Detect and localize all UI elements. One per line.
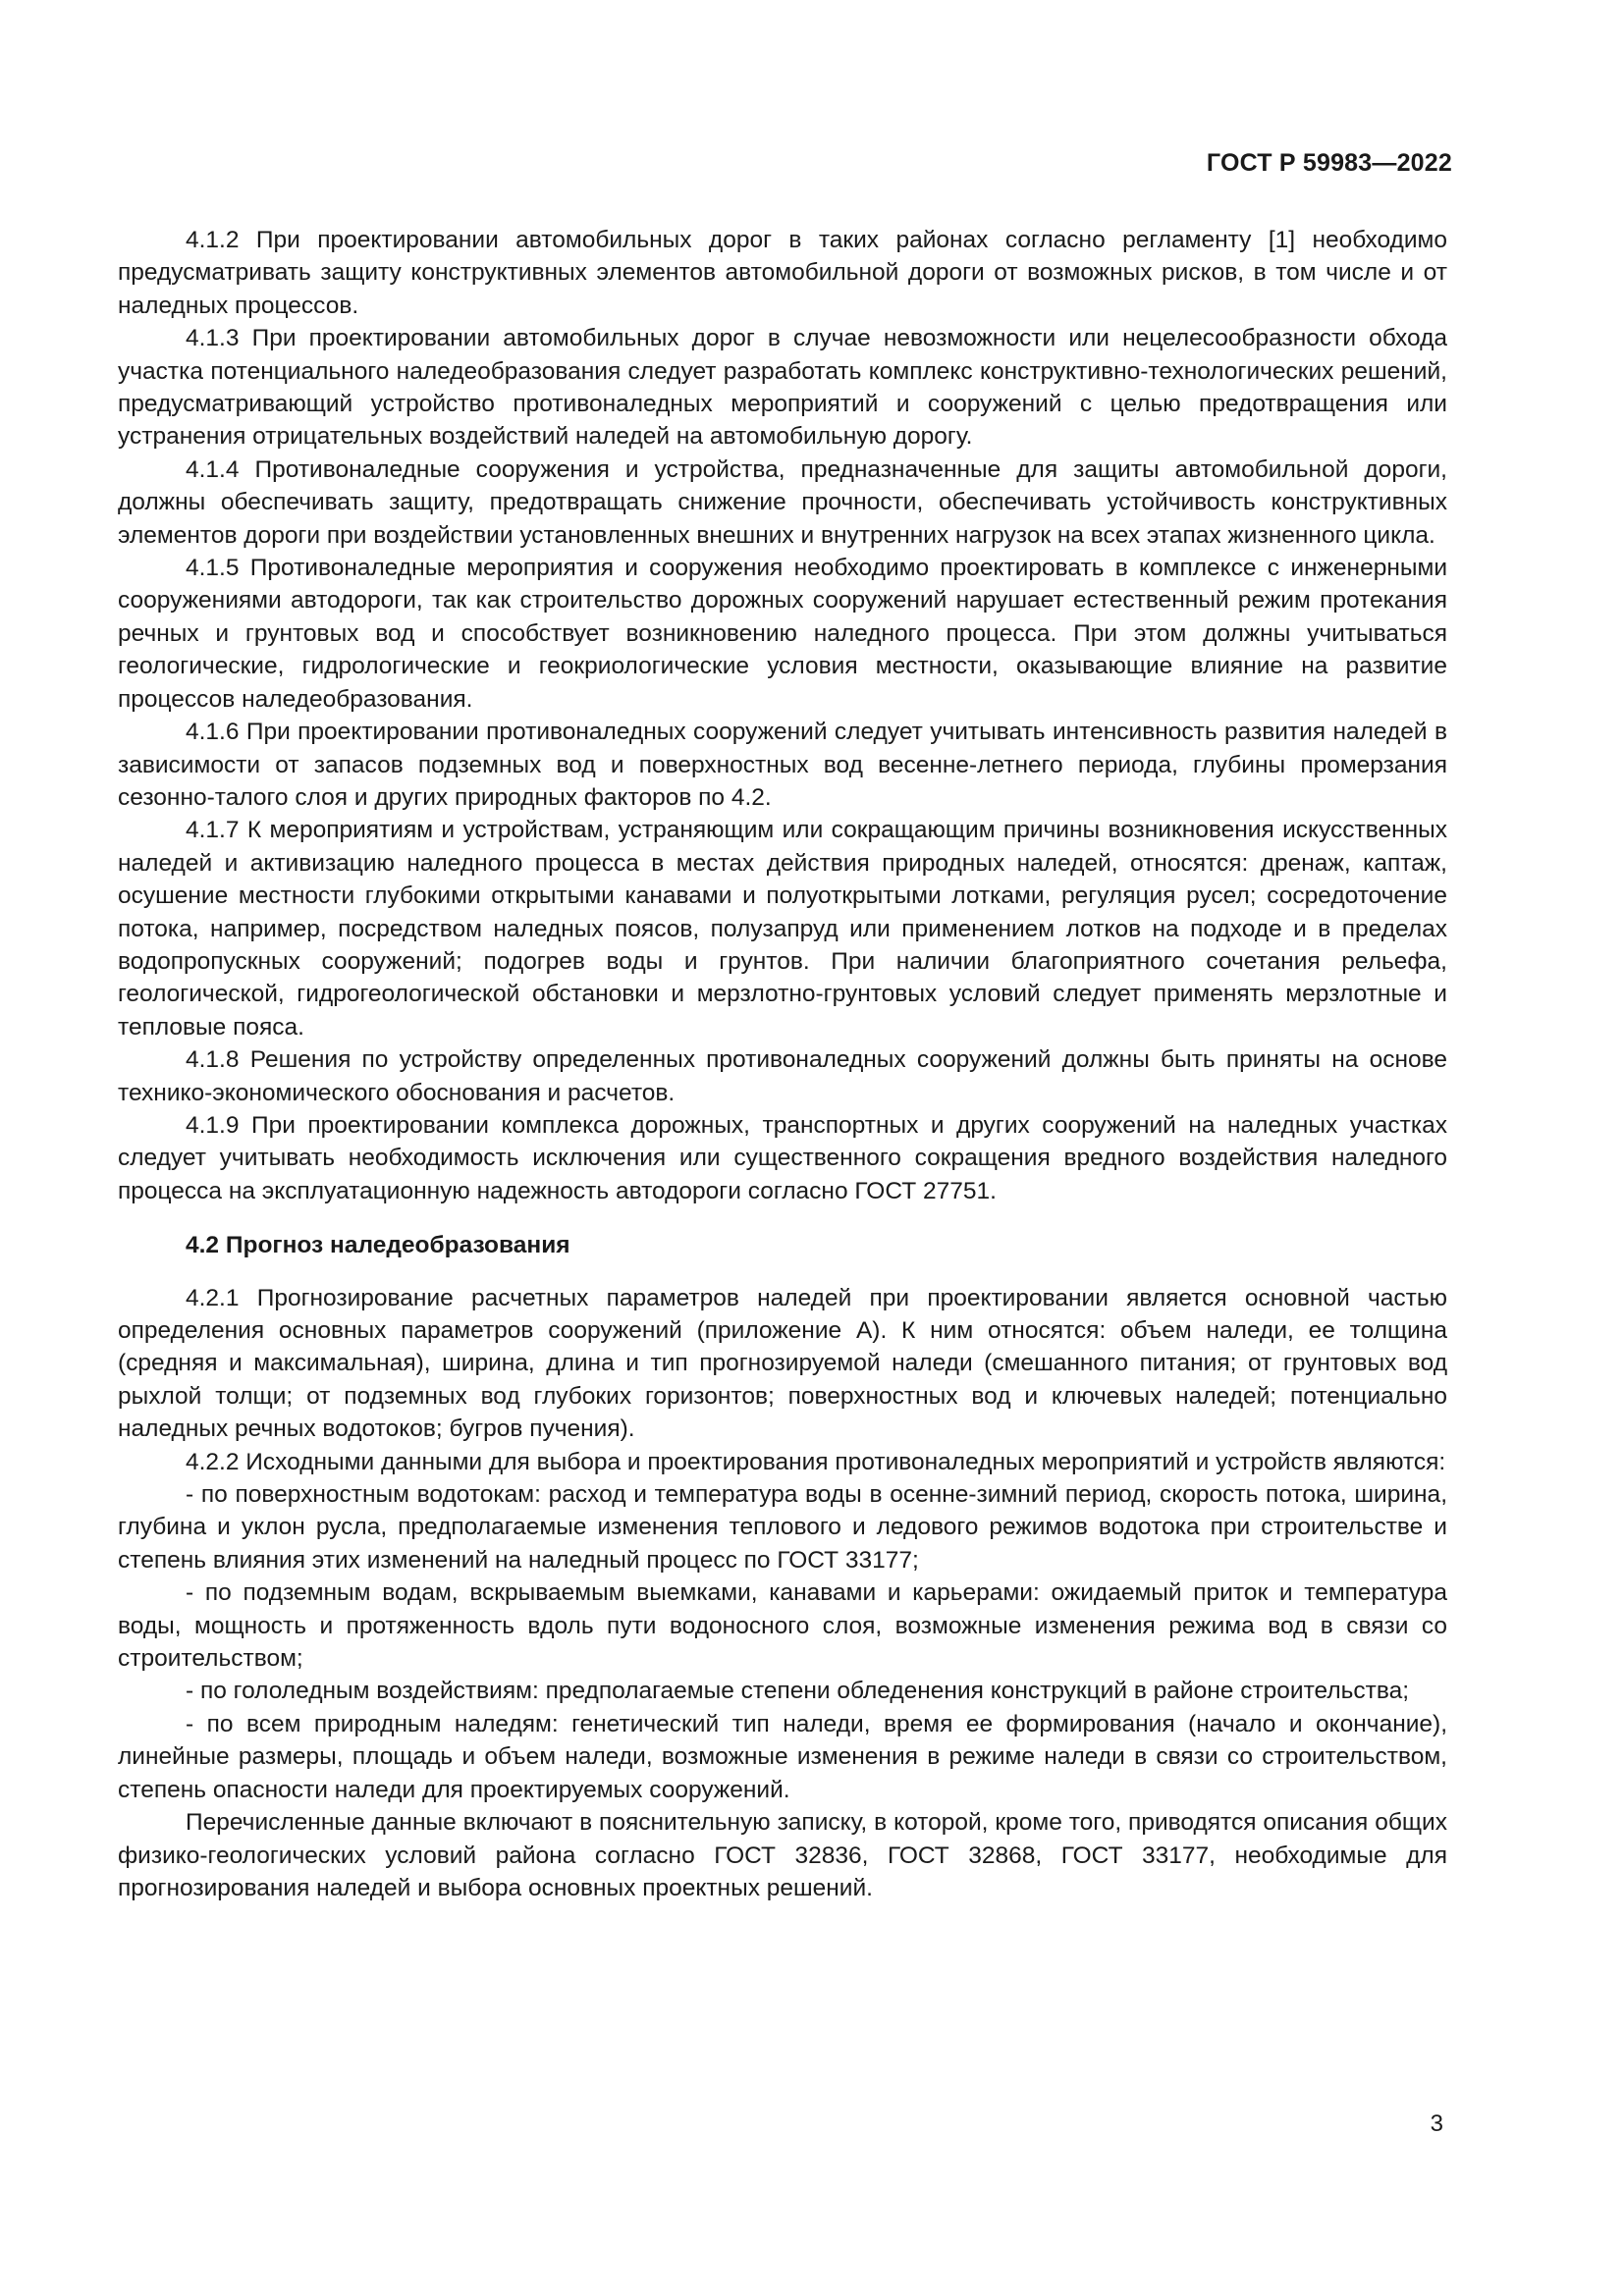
paragraph-4-1-3: 4.1.3 При проектировании автомобильных дорог в случае невозможности или нецелесообразности обхода участка потенциального наледеобразования следует разработать комплекс конструктивно-технологических решений, предусматривающий устройство противоналедных мероприятий и сооружений с целью предотвращения или устранения отрицательных воздействий наледей на автомобильную дорогу. xyxy=(118,325,1447,451)
paragraph-4-1-7: 4.1.7 К мероприятиям и устройствам, устраняющим или сокращающим причины возникновения искусственных наледей и активизацию наледного процесса в местах действия природных наледей, относятся: дренаж, каптаж, осушение местности глубокими открытыми канавами и полуоткрытыми лотками, регуляция русел; сосредоточение потока, например, посредством наледных поясов, полузапруд или применением лотков на подходе и в пределах водопропускных сооружений; подогрев воды и грунтов. При наличии благоприятного сочетания рельефа, геологической, гидрогеологической обстановки и мерзлотно-грунтовых условий следует применять мерзлотные и тепловые пояса. xyxy=(118,817,1447,1041)
paragraph-4-2-2: 4.2.2 Исходными данными для выбора и проектирования противоналедных мероприятий и устройств являются: xyxy=(186,1448,1446,1475)
list-item-groundwater: - по подземным водам, вскрываемым выемками, канавами и карьерами: ожидаемый приток и температура воды, мощность и протяженность вдоль пути водоносного слоя, возможные изменения режима вод в связи со строительством; xyxy=(118,1579,1447,1673)
list-item-icing-impacts: - по гололедным воздействиям: предполагаемые степени обледенения конструкций в районе строительства; xyxy=(186,1678,1410,1705)
paragraph-4-1-8: 4.1.8 Решения по устройству определенных противоналедных сооружений должны быть приняты на основе технико-экономического обоснования и расчетов. xyxy=(118,1046,1447,1106)
paragraph-4-1-4: 4.1.4 Противоналедные сооружения и устройства, предназначенные для защиты автомобильной дороги, должны обеспечивать защиту, предотвращать снижение прочности, обеспечивать устойчивость конструктивных элементов дороги при воздействии установленных внешних и внутренних нагрузок на всех этапах жизненного цикла. xyxy=(118,455,1447,549)
paragraph-4-1-6: 4.1.6 При проектировании противоналедных сооружений следует учитывать интенсивность развития наледей в зависимости от запасов подземных вод и поверхностных вод весенне-летнего периода, глубины промерзания сезонно-талого слоя и других природных факторов по 4.2. xyxy=(118,719,1447,811)
page-number: 3 xyxy=(1430,2110,1443,2137)
list-item-natural-icings: - по всем природным наледям: генетический тип наледи, время ее формирования (начало и окончание), линейные размеры, площадь и объем наледи, возможные изменения в режиме наледи в связи со строительством, степень опасности наледи для проектируемых сооружений. xyxy=(118,1710,1447,1803)
paragraph-explanatory-note: Перечисленные данные включают в пояснительную записку, в которой, кроме того, приводятся описания общих физико-геологических условий района согласно ГОСТ 32836, ГОСТ 32868, ГОСТ 33177, необходимые для прогнозирования наледей и выбора основных проектных решений. xyxy=(118,1809,1447,1901)
document-body xyxy=(118,224,1447,1904)
section-heading-4-2: 4.2 Прогноз наледеобразования xyxy=(186,1232,570,1259)
paragraph-4-1-2: 4.1.2 При проектировании автомобильных дорог в таких районах согласно регламенту [1] необходимо предусматривать защиту конструктивных элементов автомобильной дороги от возможных рисков, в том числе и от наледных процессов. xyxy=(118,227,1447,319)
paragraph-4-1-9: 4.1.9 При проектировании комплекса дорожных, транспортных и других сооружений на наледных участках следует учитывать необходимость исключения или существенного сокращения вредного воздействия наледного процесса на эксплуатационную надежность автодороги согласно ГОСТ 27751. xyxy=(118,1111,1447,1204)
list-item-surface-watercourses: - по поверхностным водотокам: расход и температура воды в осенне-зимний период, скорость потока, ширина, глубина и уклон русла, предполагаемые изменения теплового и ледового режимов водотока при строительстве и степень влияния этих изменений на наледный процесс по ГОСТ 33177; xyxy=(118,1481,1447,1574)
paragraph-4-2-1: 4.2.1 Прогнозирование расчетных параметров наледей при проектировании является основной частью определения основных параметров сооружений (приложение А). К ним относятся: объем наледи, ее толщина (средняя и максимальная), ширина, длина и тип прогнозируемой наледи (смешанного питания; от грунтовых вод рыхлой толщи; от подземных вод глубоких горизонтов; поверхностных вод и ключевых наледей; потенциально наледных речных водотоков; бугров пучения). xyxy=(118,1284,1447,1443)
document-id-header: ГОСТ Р 59983—2022 xyxy=(1206,149,1452,177)
paragraph-4-1-5: 4.1.5 Противоналедные мероприятия и сооружения необходимо проектировать в комплексе с инженерными сооружениями автодороги, так как строительство дорожных сооружений нарушает естественный режим протекания речных и грунтовых вод и способствует возникновению наледного процесса. При этом должны учитываться геологические, гидрологические и геокриологические условия местности, оказывающие влияние на развитие процессов наледеобразования. xyxy=(118,555,1447,713)
